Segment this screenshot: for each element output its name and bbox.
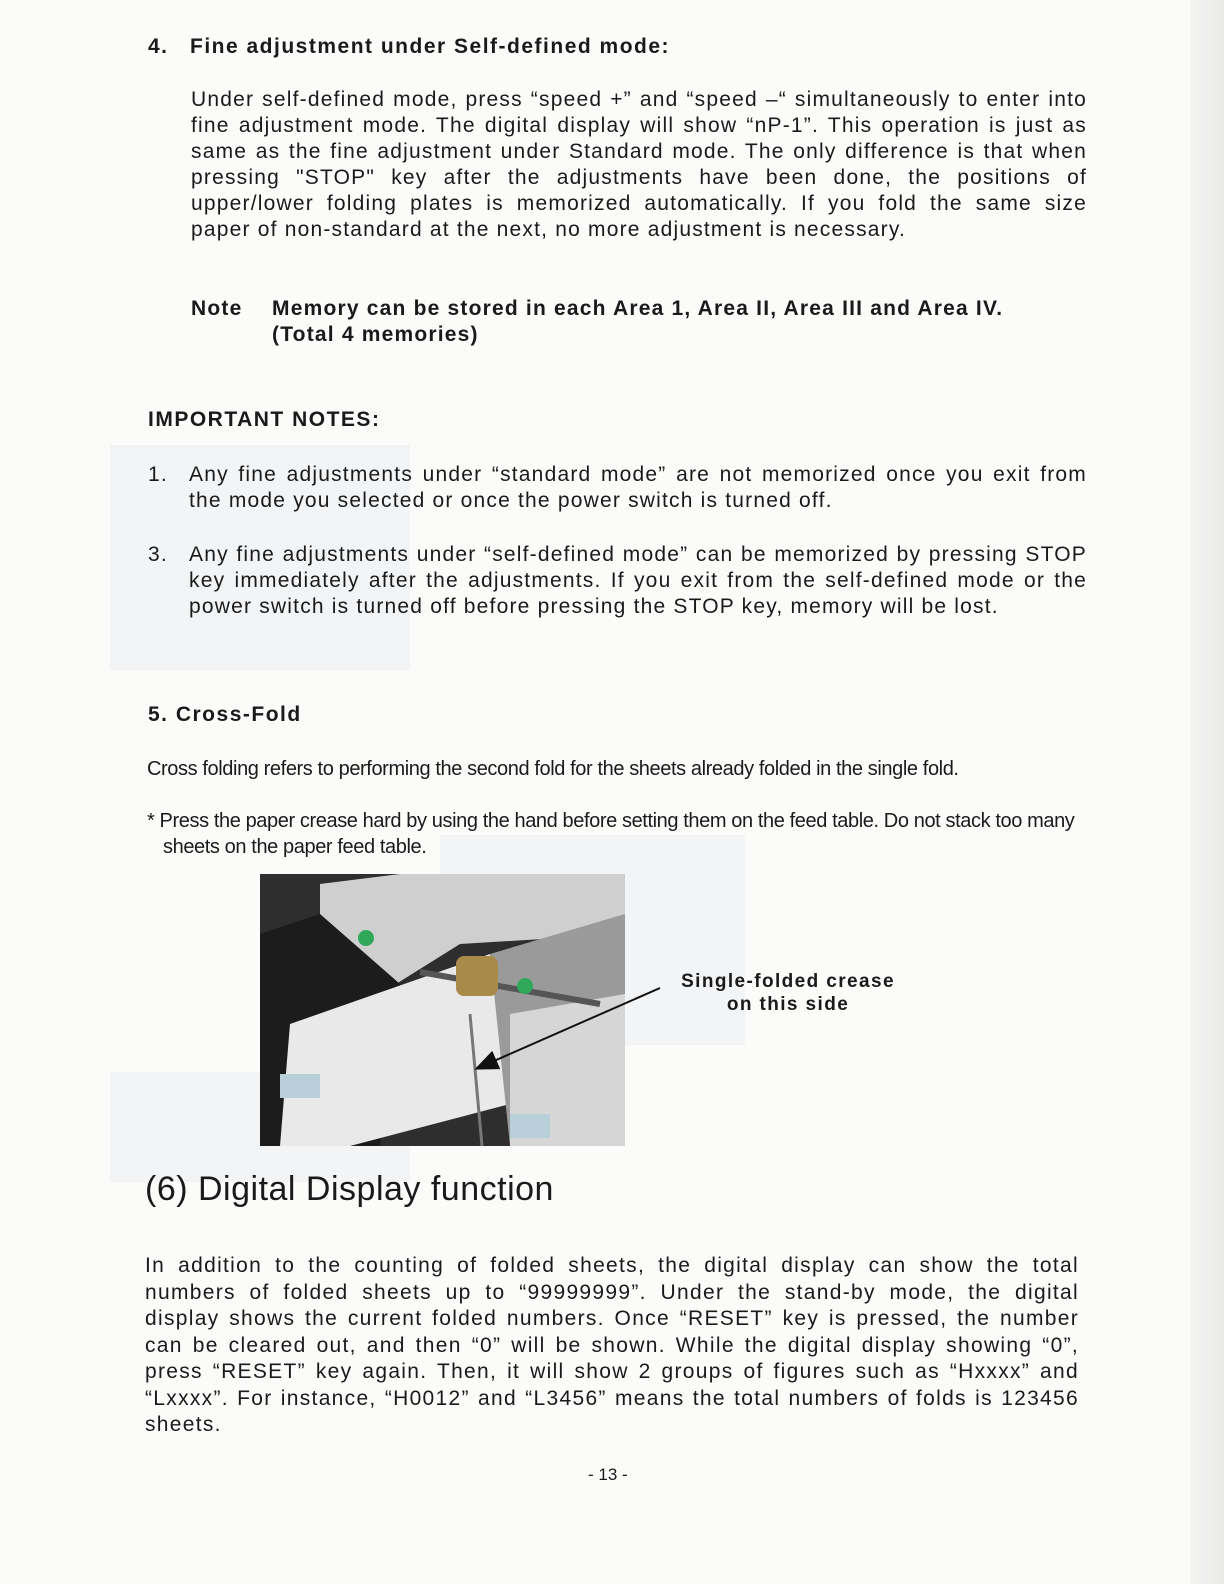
folding-machine-image (260, 874, 625, 1146)
list-item-number: 3. (148, 543, 168, 566)
list-item-text: Any fine adjustments under “standard mode” are not memorized once you exit from the mode you selected or once the power switch is turned off. (189, 463, 1087, 512)
list-item-text: Any fine adjustments under “self-defined mode” can be memorized by pressing STOP key immediately after the adjustments. If you exit from the self-defined mode or the power switch is turned off before pressing the STOP key, memory will be lost. (189, 543, 1087, 618)
callout-label: Single-folded crease on this side (681, 971, 895, 1015)
page-number: - 13 - (588, 1465, 628, 1484)
section-4-number: 4. (148, 35, 169, 58)
note-label: Note (191, 297, 243, 320)
page-edge-shadow (1190, 0, 1224, 1584)
cross-fold-tip: * Press the paper crease hard by using the hand before setting them on the feed table. Do not stack too many sheets on the paper feed table. (147, 810, 1075, 858)
section-4-title: Fine adjustment under Self-defined mode: (190, 35, 671, 58)
cross-fold-photo (260, 874, 625, 1146)
section-5-heading: 5. Cross-Fold (148, 703, 302, 726)
cross-fold-description: Cross folding refers to performing the second fold for the sheets already folded in the single fold. (147, 758, 959, 780)
section-4-body: Under self-defined mode, press “speed +” and “speed –“ simultaneously to enter into fine adjustment mode. The digital display will show “nP-1”. This operation is just as same as the fine adjustment under Standard mode. The only difference is that when pressing "STOP" key after the adjustments have been done, the positions of upper/lower folding plates is memorized automatically. If you fold the same size paper of non-standard at the next, no more adjustment is necessary. (191, 88, 1087, 241)
important-notes-heading: IMPORTANT NOTES: (148, 408, 381, 431)
section-6-heading: (6) Digital Display function (145, 1170, 554, 1208)
list-item-number: 1. (148, 463, 168, 486)
section-6-body: In addition to the counting of folded sheets, the digital display can show the total numbers of folded sheets up to “99999999”. Under the stand-by mode, the digital display shows the current folded numbers. Once “RESET” key is pressed, the number can be cleared out, and then “0” will be shown. While the digital display showing “0”, press “RESET” key again. Then, it will show 2 groups of figures such as “Hxxxx” and “Lxxxx”. For instance, “H0012” and “L3456” means the total numbers of folds is 123456 sheets. (145, 1254, 1079, 1436)
section-4-heading (148, 35, 670, 59)
note-text: Memory can be stored in each Area 1, Area II, Area III and Area IV. (Total 4 memories) (272, 297, 1004, 346)
